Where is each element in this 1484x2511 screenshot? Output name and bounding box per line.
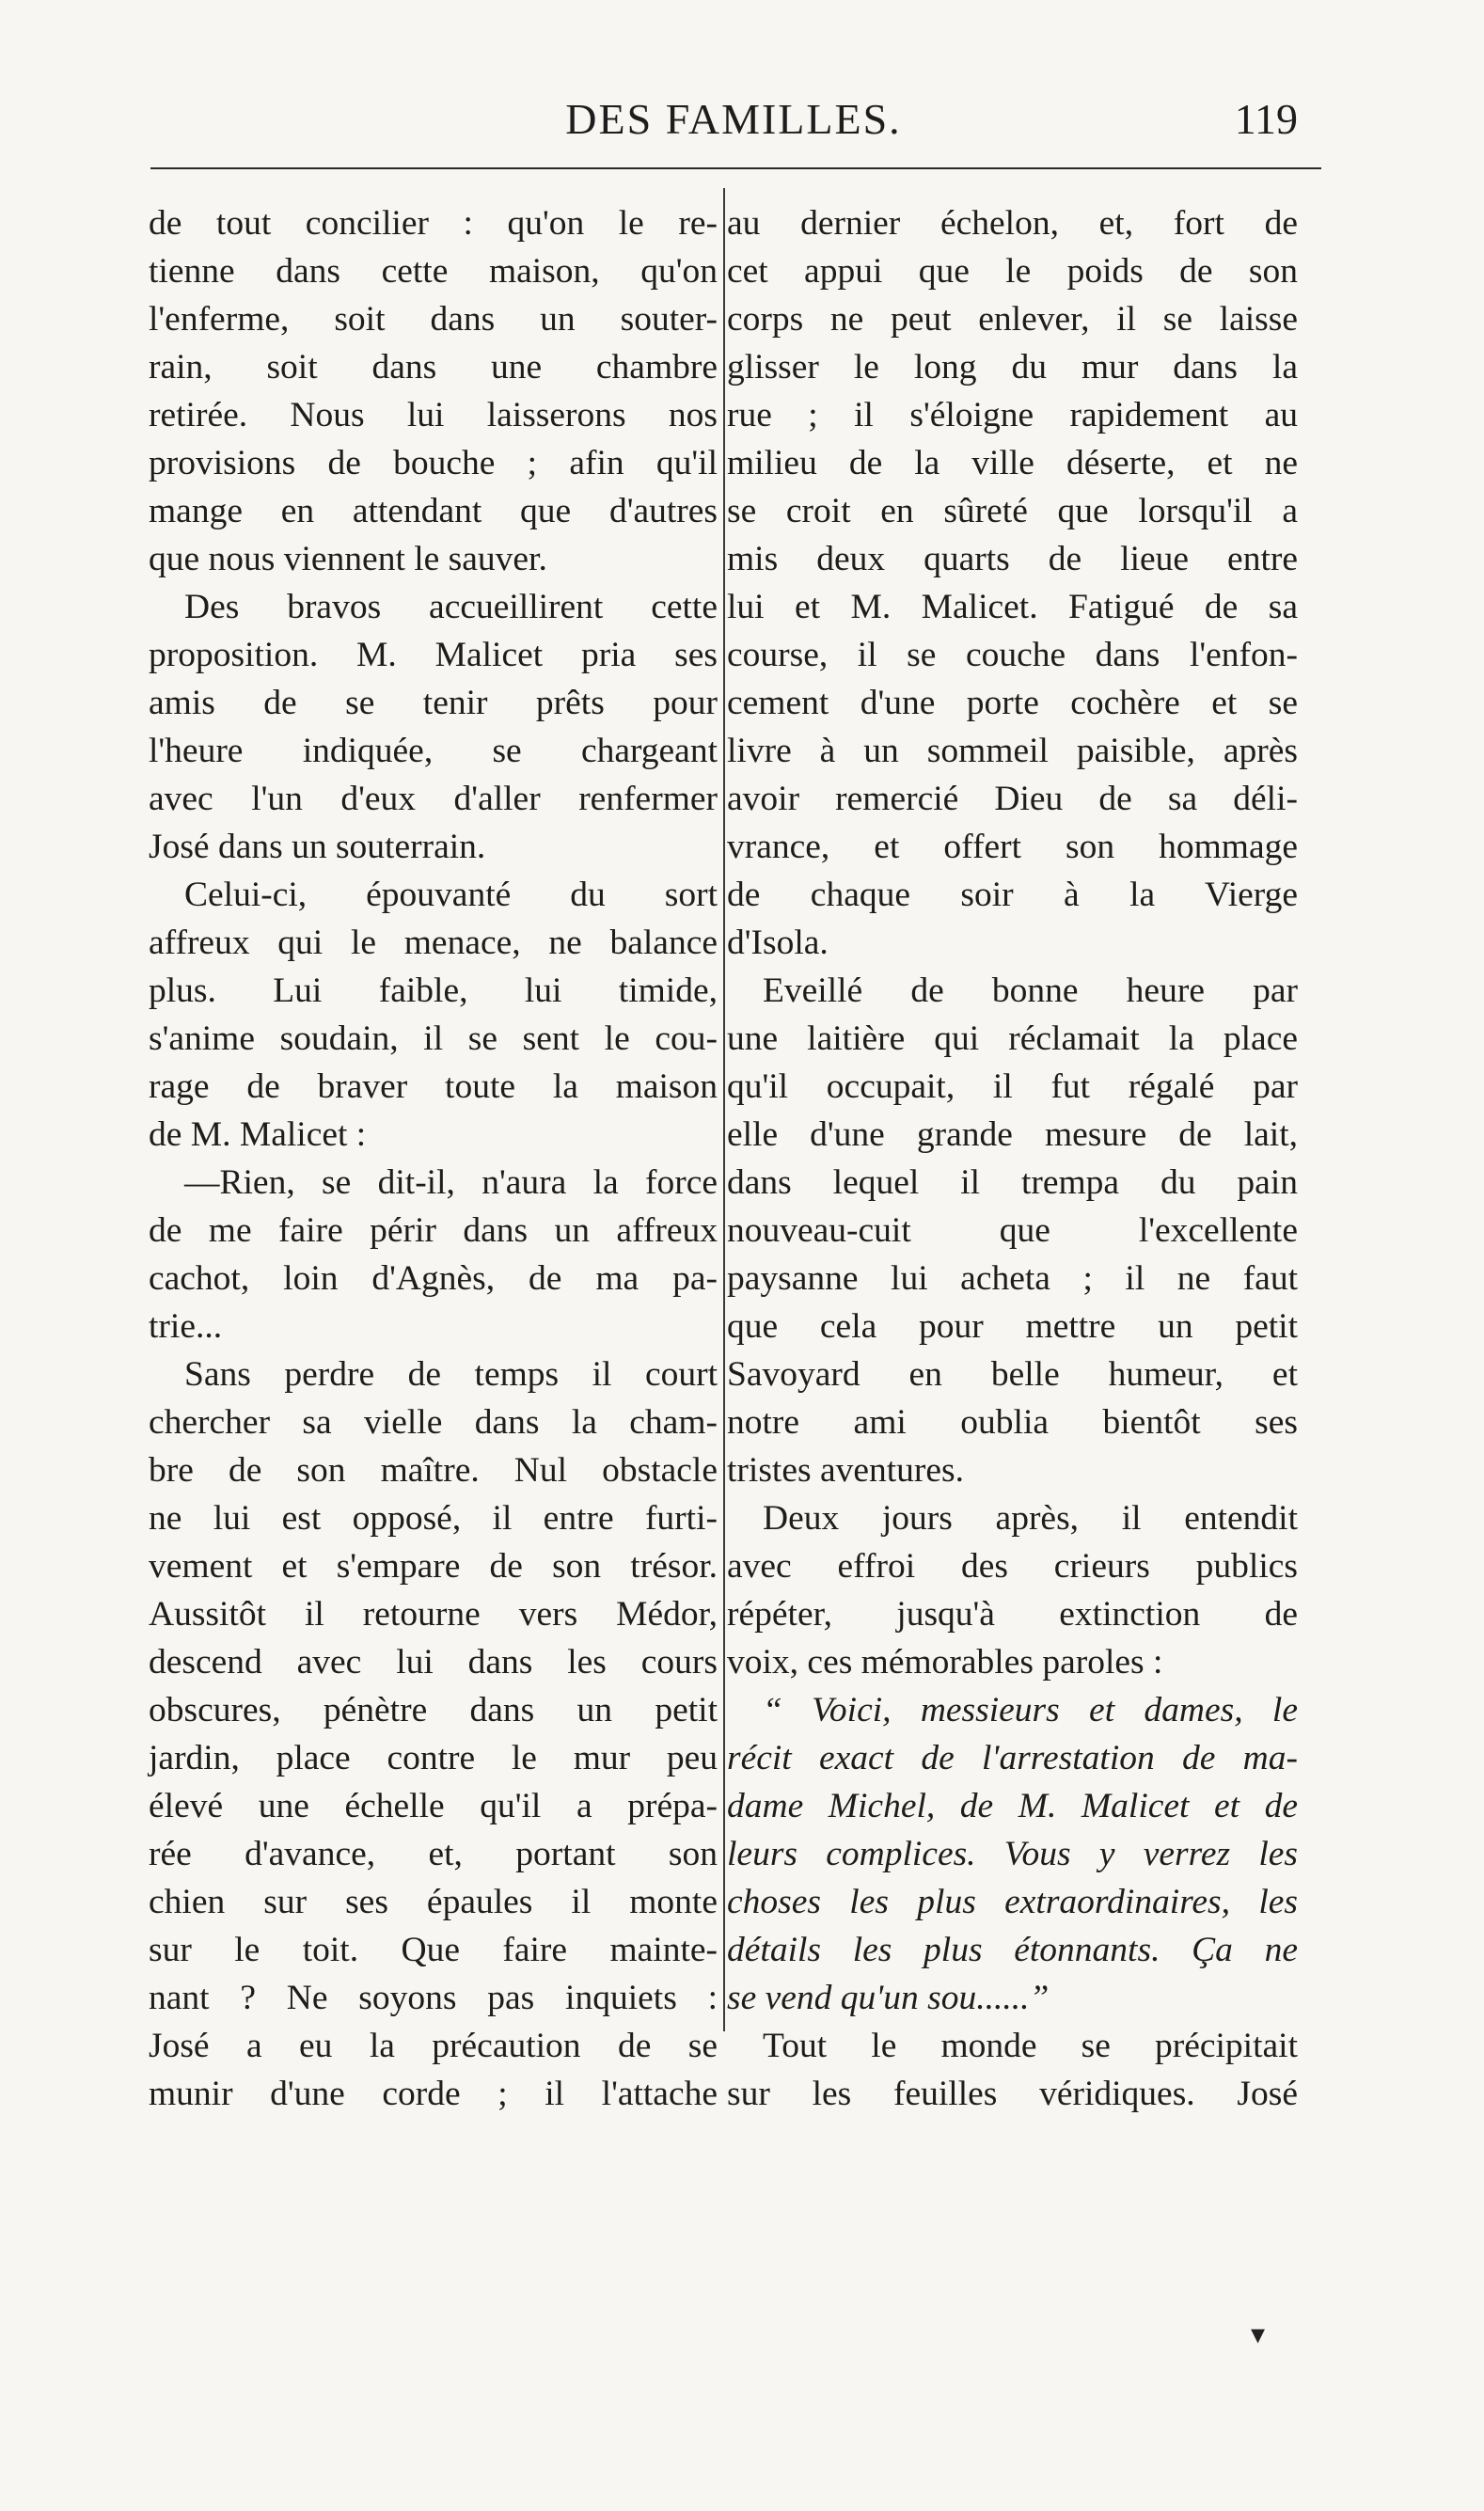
text-line: affreux qui le menace, ne balance bbox=[149, 924, 718, 962]
text-line: rue ; il s'éloigne rapidement au bbox=[727, 396, 1298, 434]
text-line: nouveau-cuit que l'excellente bbox=[727, 1211, 1298, 1250]
text-line: Deux jours après, il entendit bbox=[763, 1499, 1298, 1538]
text-line: détails les plus étonnants. Ça ne bbox=[727, 1931, 1298, 1969]
text-line: bre de son maître. Nul obstacle bbox=[149, 1451, 718, 1490]
text-line: Aussitôt il retourne vers Médor, bbox=[149, 1595, 718, 1634]
text-line: avec effroi des crieurs publics bbox=[727, 1547, 1298, 1586]
text-line: Eveillé de bonne heure par bbox=[763, 971, 1298, 1010]
text-line: l'enferme, soit dans un souter- bbox=[149, 300, 718, 339]
text-line: amis de se tenir prêts pour bbox=[149, 684, 718, 722]
text-line: —Rien, se dit-il, n'aura la force bbox=[184, 1163, 718, 1202]
header-rule bbox=[150, 167, 1321, 169]
text-line: l'heure indiquée, se chargeant bbox=[149, 732, 718, 770]
text-line: vrance, et offert son hommage bbox=[727, 828, 1298, 866]
text-line: proposition. M. Malicet pria ses bbox=[149, 636, 718, 674]
text-line: qu'il occupait, il fut régalé par bbox=[727, 1067, 1298, 1106]
text-line: de M. Malicet : bbox=[149, 1115, 367, 1154]
text-line: se vend qu'un sou......” bbox=[727, 1979, 1050, 2017]
text-line: livre à un sommeil paisible, après bbox=[727, 732, 1298, 770]
text-line: lui et M. Malicet. Fatigué de sa bbox=[727, 588, 1298, 626]
text-line: de chaque soir à la Vierge bbox=[727, 876, 1298, 914]
text-line: cachot, loin d'Agnès, de ma pa- bbox=[149, 1259, 718, 1298]
text-line: glisser le long du mur dans la bbox=[727, 348, 1298, 387]
text-line: jardin, place contre le mur peu bbox=[149, 1739, 718, 1777]
text-line: José dans un souterrain. bbox=[149, 828, 486, 866]
text-line: ne lui est opposé, il entre furti- bbox=[149, 1499, 718, 1538]
text-line: récit exact de l'arrestation de ma- bbox=[727, 1739, 1298, 1777]
text-line: nant ? Ne soyons pas inquiets : bbox=[149, 1979, 718, 2017]
text-line: au dernier échelon, et, fort de bbox=[727, 204, 1298, 243]
text-line: notre ami oublia bientôt ses bbox=[727, 1403, 1298, 1442]
text-line: provisions de bouche ; afin qu'il bbox=[149, 444, 718, 482]
text-line: une laitière qui réclamait la place bbox=[727, 1019, 1298, 1058]
text-line: de tout concilier : qu'on le re- bbox=[149, 204, 718, 243]
text-line: milieu de la ville déserte, et ne bbox=[727, 444, 1298, 482]
text-line: que nous viennent le sauver. bbox=[149, 540, 547, 578]
page-number: 119 bbox=[1234, 95, 1298, 143]
text-line: mange en attendant que d'autres bbox=[149, 492, 718, 530]
text-line: José a eu la précaution de se bbox=[149, 2027, 718, 2065]
text-line: rage de braver toute la maison bbox=[149, 1067, 718, 1106]
text-line: obscures, pénètre dans un petit bbox=[149, 1691, 718, 1729]
text-line: avoir remercié Dieu de sa déli- bbox=[727, 780, 1298, 818]
text-line: Des bravos accueillirent cette bbox=[184, 588, 718, 626]
text-line: vement et s'empare de son trésor. bbox=[149, 1547, 718, 1586]
text-line: retirée. Nous lui laisserons nos bbox=[149, 396, 718, 434]
text-line: elle d'une grande mesure de lait, bbox=[727, 1115, 1298, 1154]
text-line: “ Voici, messieurs et dames, le bbox=[763, 1691, 1298, 1729]
text-line: s'anime soudain, il se sent le cou- bbox=[149, 1019, 718, 1058]
text-line: tienne dans cette maison, qu'on bbox=[149, 252, 718, 291]
running-header: DES FAMILLES. bbox=[565, 95, 902, 143]
text-line: corps ne peut enlever, il se laisse bbox=[727, 300, 1298, 339]
text-line: course, il se couche dans l'enfon- bbox=[727, 636, 1298, 674]
text-line: dans lequel il trempa du pain bbox=[727, 1163, 1298, 1202]
left-text-column bbox=[149, 199, 718, 2118]
text-line: d'Isola. bbox=[727, 924, 829, 962]
text-line: Savoyard en belle humeur, et bbox=[727, 1355, 1298, 1394]
text-line: voix, ces mémorables paroles : bbox=[727, 1643, 1163, 1682]
right-text-column bbox=[727, 199, 1298, 2118]
text-line: rain, soit dans une chambre bbox=[149, 348, 718, 387]
text-line: dame Michel, de M. Malicet et de bbox=[727, 1787, 1298, 1825]
text-line: tristes aventures. bbox=[727, 1451, 965, 1490]
text-line: avec l'un d'eux d'aller renfermer bbox=[149, 780, 718, 818]
text-line: rée d'avance, et, portant son bbox=[149, 1835, 718, 1873]
text-line: sur le toit. Que faire mainte- bbox=[149, 1931, 718, 1969]
text-line: plus. Lui faible, lui timide, bbox=[149, 971, 718, 1010]
text-line: paysanne lui acheta ; il ne faut bbox=[727, 1259, 1298, 1298]
text-line: sur les feuilles véridiques. José bbox=[727, 2075, 1298, 2113]
column-divider bbox=[723, 188, 725, 2031]
text-line: choses les plus extraordinaires, les bbox=[727, 1883, 1298, 1921]
text-line: cement d'une porte cochère et se bbox=[727, 684, 1298, 722]
text-line: Celui-ci, épouvanté du sort bbox=[184, 876, 718, 914]
text-line: répéter, jusqu'à extinction de bbox=[727, 1595, 1298, 1634]
text-line: trie... bbox=[149, 1307, 223, 1346]
text-line: chien sur ses épaules il monte bbox=[149, 1883, 718, 1921]
printer-mark: ▾ bbox=[1251, 2319, 1266, 2350]
text-line: cet appui que le poids de son bbox=[727, 252, 1298, 291]
text-line: que cela pour mettre un petit bbox=[727, 1307, 1298, 1346]
text-line: mis deux quarts de lieue entre bbox=[727, 540, 1298, 578]
text-line: élevé une échelle qu'il a prépa- bbox=[149, 1787, 718, 1825]
text-line: descend avec lui dans les cours bbox=[149, 1643, 718, 1682]
text-line: chercher sa vielle dans la cham- bbox=[149, 1403, 718, 1442]
text-line: leurs complices. Vous y verrez les bbox=[727, 1835, 1298, 1873]
text-line: se croit en sûreté que lorsqu'il a bbox=[727, 492, 1298, 530]
text-line: de me faire périr dans un affreux bbox=[149, 1211, 718, 1250]
text-line: munir d'une corde ; il l'attache bbox=[149, 2075, 718, 2113]
text-line: Tout le monde se précipitait bbox=[763, 2027, 1298, 2065]
text-line: Sans perdre de temps il court bbox=[184, 1355, 718, 1394]
